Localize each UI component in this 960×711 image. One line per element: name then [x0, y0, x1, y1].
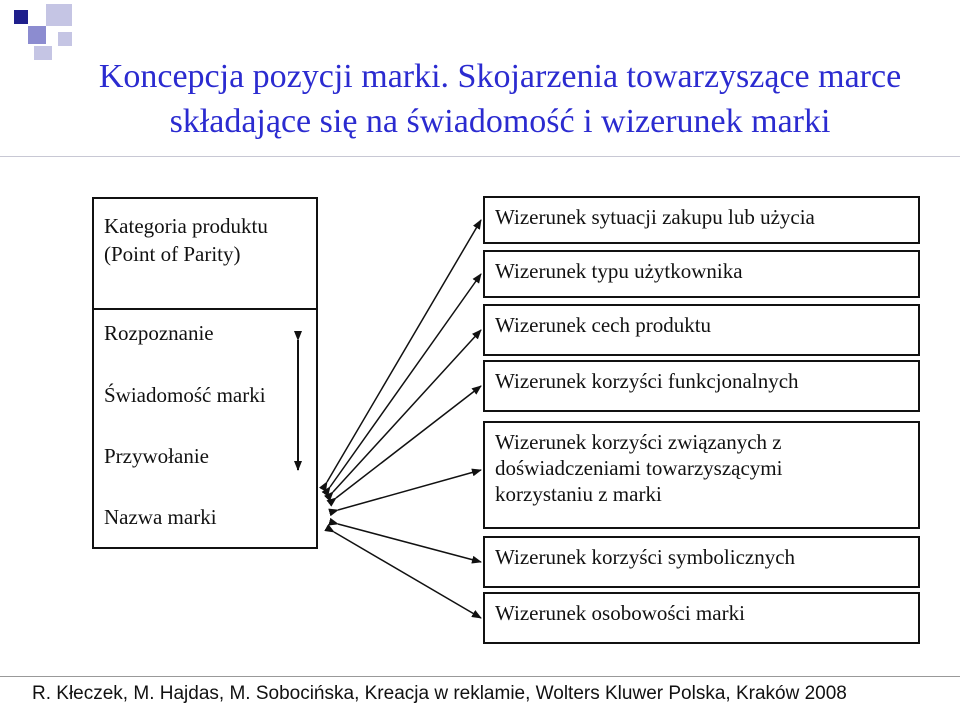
arrow-to-product-features: [333, 330, 481, 492]
recognition-label: Rozpoznanie: [104, 321, 214, 345]
arrow-to-functional-benefits: [336, 386, 481, 498]
image-box-line: korzystaniu z marki: [495, 482, 662, 506]
image-box-line: Wizerunek osobowości marki: [495, 601, 745, 625]
citation-text: R. Kłeczek, M. Hajdas, M. Sobocińska, Kreacja w reklamie, Wolters Kluwer Polska, Kraków 2008: [32, 683, 847, 704]
citation-bar: [0, 676, 960, 711]
arrow-to-purchase-situation: [327, 220, 481, 482]
image-box-line: Wizerunek typu użytkownika: [495, 259, 743, 283]
title-line-2: składające się na świadomość i wizerunek marki: [169, 103, 831, 140]
arrow-to-user-type: [330, 274, 481, 487]
recall-label: Przywołanie: [104, 444, 209, 468]
image-box-line: Wizerunek sytuacji zakupu lub użycia: [495, 205, 815, 229]
image-box-line: doświadczeniami towarzyszącymi: [495, 456, 783, 480]
category-label-line-1: Kategoria produktu: [104, 214, 268, 238]
image-box-line: Wizerunek cech produktu: [495, 313, 712, 337]
arrow-to-symbolic-benefits: [338, 524, 481, 562]
awareness-label: Świadomość marki: [104, 383, 266, 407]
image-box-line: Wizerunek korzyści funkcjonalnych: [495, 369, 799, 393]
brand-name-label: Nazwa marki: [104, 505, 217, 529]
title-line-1: Koncepcja pozycji marki. Skojarzenia towarzyszące marce: [98, 58, 902, 95]
image-box-line: Wizerunek korzyści związanych z: [495, 430, 782, 454]
arrow-to-experiential-benefits: [338, 470, 481, 510]
arrow-to-brand-personality: [334, 532, 481, 618]
image-box-line: Wizerunek korzyści symbolicznych: [495, 545, 796, 569]
category-label-line-2: (Point of Parity): [104, 242, 241, 266]
